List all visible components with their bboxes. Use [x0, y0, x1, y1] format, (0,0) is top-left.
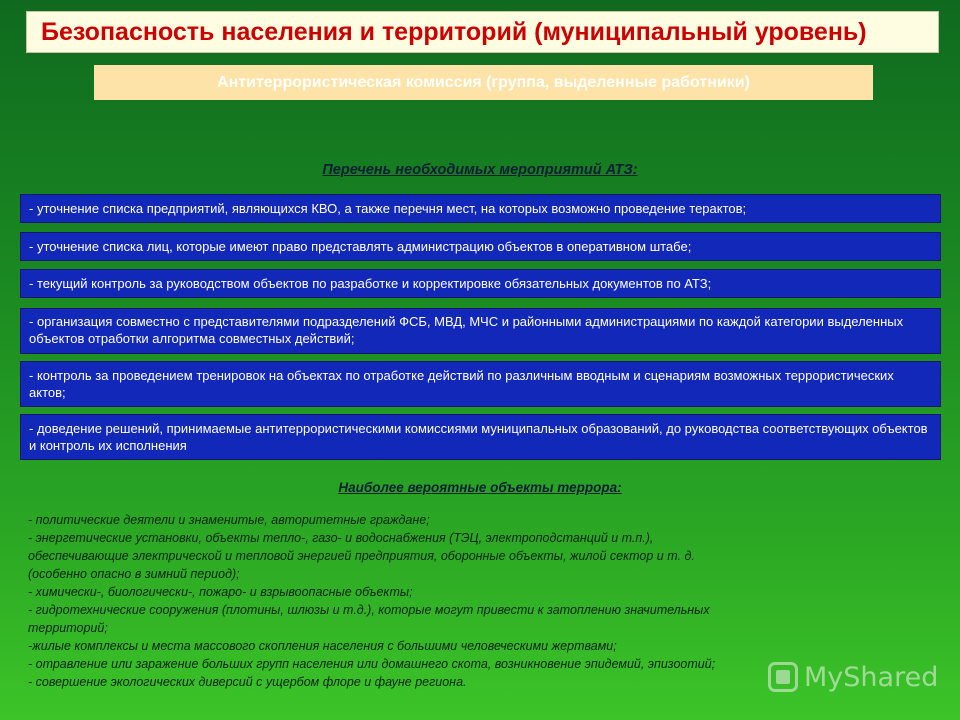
- threat-line: территорий;: [28, 621, 108, 635]
- measure-item: - контроль за проведением тренировок на объектах по отработке действий по различным вводным и сценариям возможных террористических актов;: [20, 361, 941, 407]
- threat-line: - отравление или заражение больших групп населения или домашнего скота, возникновение эпидемий, эпизоотий;: [28, 657, 716, 671]
- threat-line: обеспечивающие электрической и тепловой энергией предприятия, оборонные объекты, жилой сектор и т. д.: [28, 549, 695, 563]
- threat-line: - химически-, биологически-, пожаро- и взрывоопасные объекты;: [28, 585, 413, 599]
- measure-item: - уточнение списка предприятий, являющихся КВО, а также перечня мест, на которых возможно проведение терактов;: [20, 194, 941, 223]
- measure-item: - уточнение списка лиц, которые имеют право представлять администрацию объектов в оперативном штабе;: [20, 232, 941, 261]
- page-title: Безопасность населения и территорий (муниципальный уровень): [26, 11, 939, 53]
- measure-item: - организация совместно с представителями подразделений ФСБ, МВД, МЧС и районными администрациями по каждой категории выделенных объектов отработки алгоритма совместных действий;: [20, 308, 941, 354]
- threat-line: - политические деятели и знаменитые, авторитетные граждане;: [28, 513, 430, 527]
- threat-line: - гидротехнические сооружения (плотины, шлюзы и т.д.), которые могут привести к затоплению значительных: [28, 603, 710, 617]
- watermark-text: MyShared: [804, 661, 939, 693]
- presentation-logo-icon: [768, 662, 798, 692]
- threat-line: - энергетические установки, объекты тепло-, газо- и водоснабжения (ТЭЦ, электроподстанций и т.п.),: [28, 531, 654, 545]
- watermark: [768, 657, 938, 697]
- threat-line: (особенно опасно в зимний период);: [28, 567, 240, 581]
- measure-item: - текущий контроль за руководством объектов по разработке и корректировке обязательных документов по АТЗ;: [20, 269, 941, 298]
- threat-line: - совершение экологических диверсий с ущербом флоре и фауне региона.: [28, 675, 467, 689]
- measures-heading: Перечень необходимых мероприятий АТЗ:: [322, 162, 638, 178]
- page-subtitle: Антитеррористическая комиссия (группа, выделенные работники): [94, 65, 873, 100]
- threat-line: -жилые комплексы и места массового скопления населения с большими человеческими жертвами;: [28, 639, 617, 653]
- threats-heading: Наиболее вероятные объекты террора:: [338, 480, 622, 495]
- measure-item: - доведение решений, принимаемые антитеррористическими комиссиями муниципальных образований, до руководства соответствующих объектов и контроль их исполнения: [20, 414, 941, 460]
